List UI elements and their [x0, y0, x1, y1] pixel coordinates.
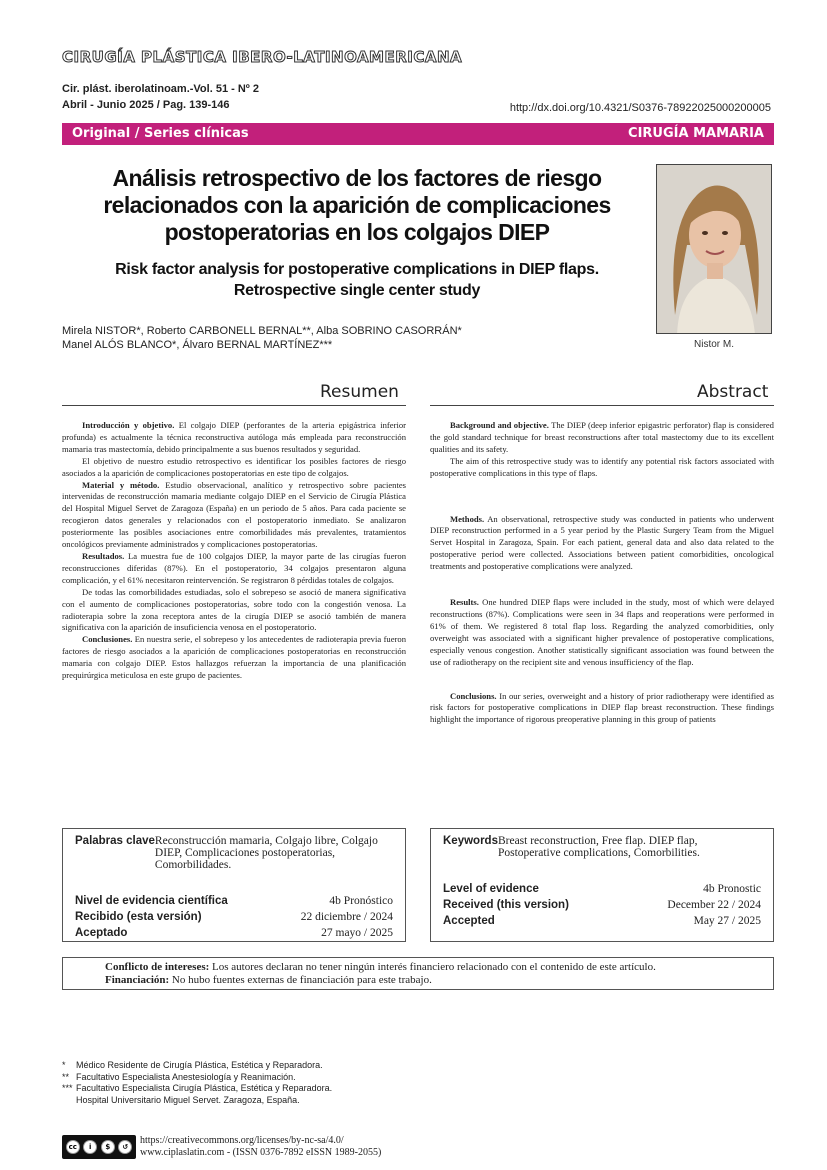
- photo-caption: Nistor M.: [694, 339, 734, 350]
- section-band: [62, 123, 774, 145]
- abstract-methods-text: An observational, retrospective study was conducted in patients who underwent DIEP reconstruction performed in a 5 year period by the Plastic Surgery Team from the Miguel Servet Hospital in Zaragoza, Spain. For each patient, general data and also data related to the postoperative period were collected. Associations between patient comorbidities, oncological treatments and postoperative complications were analyzed.: [430, 513, 774, 572]
- keywords-label: Palabras clave: [75, 835, 155, 847]
- title-spanish: [62, 165, 652, 246]
- title-english: [62, 259, 652, 301]
- author-list: [62, 324, 622, 352]
- abstract-paragraph: [430, 691, 774, 727]
- keywords-box-es: [62, 828, 406, 942]
- journal-site[interactable]: www.ciplaslatin.com - (ISSN 0376-7892 eISSN 1989-2055): [140, 1147, 382, 1158]
- abstract-background-label: Background and objective.: [450, 420, 549, 430]
- resumen-paragraph: [62, 420, 406, 456]
- title-en-line: Risk factor analysis for postoperative complications in DIEP flaps.: [115, 261, 599, 278]
- resumen-heading: Resumen: [320, 382, 399, 402]
- funding-line: [105, 974, 731, 987]
- author-photo: [656, 164, 772, 334]
- citation-line-1: Cir. plást. iberolatinoam.-Vol. 51 - Nº 2: [62, 83, 259, 95]
- resumen-paragraph: [62, 551, 406, 587]
- footnote-mark: ***: [62, 1083, 73, 1093]
- footnote-text: Hospital Universitario Miguel Servet. Zaragoza, España.: [76, 1094, 300, 1105]
- footnote-mark: **: [62, 1071, 70, 1082]
- doi-link[interactable]: http://dx.doi.org/10.4321/S0376-78922025000200005: [509, 102, 771, 114]
- license-block: [62, 1135, 381, 1159]
- accepted-value: May 27 / 2025: [693, 915, 761, 927]
- abstract-body: [430, 420, 774, 726]
- citation-line-2: Abril - Junio 2025 / Pag. 139-146: [62, 99, 230, 111]
- footnote-mark-empty: [62, 1095, 76, 1107]
- abstract-paragraph: [430, 597, 774, 668]
- accepted-label: Accepted: [443, 915, 495, 927]
- footnote-text: Facultativo Especialista Cirugía Plástica, Estética y Reparadora.: [76, 1083, 333, 1093]
- abstract-results-label: Results.: [450, 597, 479, 608]
- evidence-label: Nivel de evidencia científica: [75, 895, 228, 907]
- keywords-box-en: [430, 828, 774, 942]
- conflict-text: Los autores declaran no tener ningún interés financiero relacionado con el contenido de este artículo.: [209, 961, 656, 973]
- license-url[interactable]: https://creativecommons.org/licenses/by-nc-sa/4.0/: [140, 1135, 344, 1146]
- keywords-value: Reconstrucción mamaria, Colgajo libre, Colgajo DIEP, Complicaciones postoperatorias, Comorbilidades.: [154, 835, 378, 871]
- conflict-box: [62, 957, 774, 990]
- funding-text: No hubo fuentes externas de financiación para este trabajo.: [169, 974, 432, 986]
- accepted-label: Aceptado: [75, 927, 128, 939]
- footnote-text: Facultativo Especialista Anestesiología y Reanimación.: [76, 1071, 296, 1082]
- author-line: Manel ALÓS BLANCO*, Álvaro BERNAL MARTÍNEZ***: [62, 339, 333, 351]
- conflict-label: Conflicto de intereses:: [105, 961, 210, 973]
- resumen-conclusions-label: Conclusiones.: [82, 634, 133, 645]
- resumen-paragraph: [62, 634, 406, 682]
- abstract-methods-label: Methods.: [450, 513, 485, 524]
- sa-icon: ↺: [118, 1140, 132, 1154]
- evidence-value: 4b Pronostic: [703, 883, 761, 895]
- funding-label: Financiación:: [105, 974, 170, 986]
- received-value: 22 diciembre / 2024: [300, 911, 393, 923]
- resumen-results-text: La muestra fue de 100 colgajos DIEP, la mayor parte de las cirugías fueron reconstrucciones diferidas (87%). En el postoperatorio, 34 colgajos presentaron alguna complicación, y el 61% necesitaron reintervención. Se registraron 8 pérdidas totales de colgajos.: [62, 550, 406, 585]
- resumen-methods-text: Estudio observacional, analítico y retrospectivo sobre pacientes intervenidas de reconstrucción mamaria mediante colgajo DIEP en el Servicio de Cirugía Plástica del Hospital Miguel Servet de Zaragoza (España) en un periodo de 5 años. Para cada paciente se recogieron datos generales y relacionados con el postoperatorio inmediato. Se analizaron posteriormente las posibles asociaciones entre comorbilidades más prevalentes, tratamientos oncológicos previamente administrados y complicaciones postoperatorias.: [62, 479, 406, 550]
- title-es-line: Análisis retrospectivo de los factores de riesgo: [112, 165, 602, 191]
- cc-license-icon[interactable]: [62, 1135, 136, 1159]
- footnotes: [62, 1060, 332, 1106]
- abstract-background-text: The DIEP (deep inferior epigastric perforator) flap is considered the gold standard technique for breast reconstructions after total mastectomy due to its excellent qualities and its safety.: [430, 420, 774, 454]
- by-icon: i: [83, 1140, 97, 1154]
- resumen-paragraph: De todas las comorbilidades estudiadas, solo el sobrepeso se asoció de manera significativa con el aumento de complicaciones postoperatorias, sobre todo con la congestión venosa. La radioterapia sobre la zona receptora antes de la cirugía DIEP se asoció también de manera significativa con la aparición de insuficiencia venosa en el postoperatorio.: [62, 586, 406, 633]
- received-label: Received (this version): [443, 899, 569, 911]
- abstract-paragraph: [430, 420, 774, 456]
- author-line: Mirela NISTOR*, Roberto CARBONELL BERNAL**, Alba SOBRINO CASORRÁN*: [62, 325, 462, 337]
- resumen-body: [62, 420, 406, 682]
- abstract-paragraph: [430, 514, 774, 574]
- resumen-paragraph: [62, 480, 406, 551]
- resumen-conclusions-text: En nuestra serie, el sobrepeso y los antecedentes de radioterapia previa fueron factores de riesgo asociados a la aparición de complicaciones postoperatorias en reconstrucción mamaria con colgajo DIEP. Estos hallazgos refuerzan la importancia de una planificación prequirúrgica meticulosa en este grupo de pacientes.: [62, 634, 406, 681]
- title-en-line: Retrospective single center study: [233, 282, 481, 299]
- title-es-line: postoperatorias en los colgajos DIEP: [164, 219, 550, 245]
- accepted-value: 27 mayo / 2025: [321, 927, 393, 939]
- received-label: Recibido (esta versión): [75, 911, 202, 923]
- footnote-mark: *: [62, 1060, 66, 1070]
- nc-icon: $: [101, 1140, 115, 1154]
- keywords-label: Keywords: [443, 835, 498, 847]
- abstract-results-text: One hundred DIEP flaps were included in the study, most of which were delayed reconstructions (87%). Complications were seen in 34 flaps and reoperations were performed in 61% of them. We registered 8 total flap loss. Regarding the analyzed comorbidities, only overweight was associated with a significant higher prevalence of postoperative complications, especially venous congestion. Another statistically significant association was found between the use of radiotherapy on the recipient site and venous insufficiency of the flap.: [430, 597, 774, 667]
- article-type: Original / Series clínicas: [72, 126, 249, 141]
- resumen-methods-label: Material y método.: [82, 479, 160, 490]
- evidence-label: Level of evidence: [443, 883, 539, 895]
- footnote-text: Médico Residente de Cirugía Plástica, Estética y Reparadora.: [76, 1060, 323, 1070]
- abstract-heading: Abstract: [697, 382, 769, 402]
- abstract-conclusions-label: Conclusions.: [450, 690, 497, 701]
- resumen-intro-label: Introducción y objetivo.: [82, 420, 175, 430]
- journal-title: CIRUGÍA PLÁSTICA IBERO-LATINOAMERICANA: [62, 48, 463, 66]
- resumen-results-label: Resultados.: [82, 550, 125, 561]
- abstract-paragraph: The aim of this retrospective study was to identify any potential risk factors associated with postoperative complications in this type of flaps.: [430, 455, 774, 478]
- resumen-paragraph: El objetivo de nuestro estudio retrospectivo es identificar los posibles factores de riesgo asociados a la aparición de complicaciones postoperatorias en este tipo de colgajos.: [62, 455, 406, 478]
- article-category: CIRUGÍA MAMARIA: [628, 126, 764, 141]
- keywords-value: Breast reconstruction, Free flap. DIEP flap, Postoperative complications, Comorbilities.: [497, 835, 700, 859]
- conflict-line: [105, 961, 731, 974]
- resumen-divider: [62, 405, 406, 406]
- title-es-line: relacionados con la aparición de complicaciones: [103, 192, 611, 218]
- received-value: December 22 / 2024: [667, 899, 761, 911]
- resumen-intro-text: El colgajo DIEP (perforantes de la arteria epigástrica inferior profunda) es actualmente la técnica reconstructiva autóloga más empleada para reconstrucción mamaria tras mastectomía, debido principalmente a sus buenos resultados y seguridad.: [62, 420, 406, 454]
- cc-icon: cc: [66, 1140, 80, 1154]
- abstract-divider: [430, 405, 774, 406]
- evidence-value: 4b Pronóstico: [329, 895, 393, 907]
- abstract-conclusions-text: In our series, overweight and a history of prior radiotherapy were identified as risk factors for postoperative complications in DIEP flap breast reconstruction. These findings highlight the importance of rigorous preoperative planning in this group of patients: [430, 690, 774, 725]
